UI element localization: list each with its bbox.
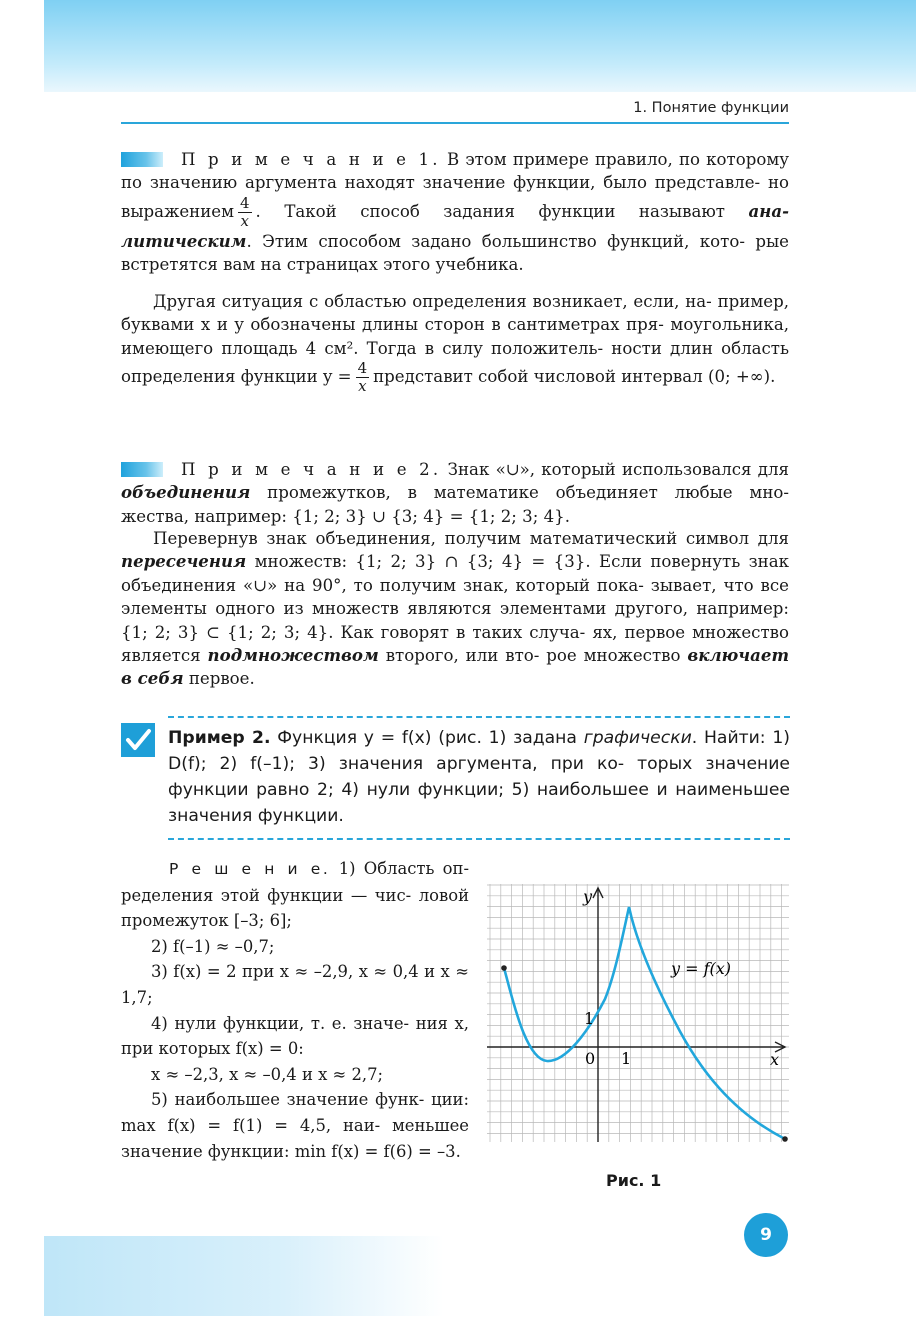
- note-1-label: П р и м е ч а н и е 1.: [181, 150, 441, 169]
- paragraph-domain: [121, 290, 789, 395]
- example-text: .: [691, 728, 698, 748]
- note-1: [121, 148, 789, 277]
- paragraph-text: для: [757, 529, 789, 548]
- example-text: Найти: 1) D(f); 2) f(–1); 3) значения аргумента, при ко-: [168, 728, 790, 774]
- note-2-text: Знак «∪», который использовался для: [447, 460, 789, 479]
- term-intersection: пересечения: [121, 551, 247, 572]
- paragraph-text: ях, первое множество является: [121, 622, 789, 666]
- note-1-text: рые встретятся вам на страницах этого учебника.: [121, 231, 789, 275]
- fraction: $\frac{4}{x}$: [357, 359, 368, 396]
- note-2-text: промежутков, в математике объединяет любые мно-: [267, 483, 789, 503]
- paragraph-text: ности длин область определения функции y =: [121, 338, 790, 387]
- solution-text: 5) наибольшее значение функ-: [151, 1090, 425, 1110]
- note-marker-icon: [121, 152, 163, 167]
- note-1-text: значению аргумента находят значение функции, было представле-: [149, 173, 761, 193]
- checkmark-icon: [121, 723, 155, 757]
- note-2: [121, 458, 789, 528]
- solution-text: 2) f(–1) ≈ –0,7;: [151, 936, 275, 956]
- paragraph-text: зывает, что все элементы одного из множеств являются элементами: [121, 575, 790, 619]
- curve-label: y = f(x): [671, 959, 732, 978]
- paragraph-text: представит собой: [373, 367, 529, 387]
- footer-band: [44, 1236, 444, 1316]
- note-2-label: П р и м е ч а н и е 2.: [181, 460, 442, 479]
- solution-text: ния x, при которых f(x) = 0:: [121, 1013, 469, 1059]
- note-1-text: . Такой способ задания функции называют: [255, 201, 725, 221]
- curve-start-point: [501, 965, 507, 971]
- solution-text: ции: max f(x) = f(1) = 4,5, наи-: [121, 1090, 470, 1135]
- paragraph-intersection: [121, 527, 789, 691]
- example-statement: [168, 725, 790, 829]
- solution: [121, 856, 469, 1164]
- paragraph-text: рое множество: [546, 646, 681, 666]
- term-graphically: графически: [583, 728, 692, 748]
- solution-text: x ≈ 0,4 и x ≈ 1,7;: [121, 962, 469, 1007]
- fraction: $\frac{4}{x}$: [240, 193, 250, 230]
- paragraph-text: Перевернув знак объединения, получим математический символ: [153, 529, 750, 548]
- example-text: Функция y = f(x) (рис. 1) задана: [277, 728, 577, 748]
- figure-caption: Рис. 1: [606, 1171, 662, 1190]
- paragraph-text: пример, буквами x и y обозначены длины сторон в сантиметрах пря-: [121, 292, 789, 335]
- x-axis-label: x: [770, 1050, 780, 1069]
- y-unit-label: 1: [584, 1009, 595, 1028]
- x-unit-label: 1: [621, 1049, 632, 1068]
- paragraph-text: множеств: {1; 2; 3} ∩ {3; 4} = {3}. Если повернуть: [254, 552, 741, 572]
- page-number: 9: [744, 1213, 788, 1257]
- solution-text: меньшее значение функции:: [121, 1115, 469, 1161]
- solution-text: ределения этой функции — чис-: [121, 885, 412, 905]
- example-title: Пример 2.: [168, 728, 271, 748]
- solution-label: Р е ш е н и е.: [169, 860, 331, 878]
- solution-text: 1) Область оп-: [338, 859, 469, 878]
- paragraph-text: знак объединения «∪» на 90°, то получим знак, который пока-: [121, 552, 789, 595]
- origin-label: 0: [585, 1049, 596, 1068]
- paragraph-text: второго, или вто-: [385, 646, 540, 666]
- example-text: торых значение функции равно 2; 4) нули функции;: [168, 754, 791, 800]
- function-graph: [487, 884, 789, 1142]
- note-1-text: . Этим способом задано большинство функций, кото-: [246, 231, 745, 251]
- header-band: [44, 0, 916, 92]
- example-divider-top: [168, 716, 790, 718]
- term-includes: включает в себя: [121, 645, 790, 689]
- paragraph-text: первое.: [188, 669, 255, 689]
- running-title: 1. Понятие функции: [633, 100, 789, 116]
- solution-text: 3) f(x) = 2 при x ≈ –2,9,: [151, 962, 354, 982]
- paragraph-text: моугольника, имеющего площадь 4 см². Тогда в силу положитель-: [121, 315, 789, 358]
- graph-grid: [487, 884, 789, 1142]
- term-subset: подмножеством: [207, 645, 379, 666]
- paragraph-text: числовой интервал (0; +∞).: [533, 367, 776, 387]
- function-curve: [504, 907, 785, 1139]
- note-2-text: жества, например: {1; 2; 3} ∪ {3; 4} = {1; 2; 3; 4}.: [121, 506, 570, 526]
- paragraph-text: другого, например: {1; 2; 3} ⊂ {1; 2; 3; 4}. Как говорят в таких случа-: [121, 599, 789, 642]
- note-1-text: но выражением: [121, 173, 790, 221]
- example-text: 5) наибольшее и наименьшее значения функции.: [168, 780, 790, 826]
- solution-text: 4) нули функции, т. е. значе-: [151, 1013, 410, 1033]
- y-axis-label: y: [583, 887, 593, 906]
- term-union: объединения: [121, 482, 251, 503]
- curve-end-point: [782, 1136, 788, 1142]
- paragraph-text: Другая ситуация с областью определения возникает, если, на-: [153, 292, 712, 311]
- term-analytic: литическим: [121, 230, 247, 251]
- header-rule: [121, 122, 789, 124]
- example-divider-bottom: [168, 838, 790, 840]
- solution-text: min f(x) = f(6) = –3.: [294, 1141, 461, 1161]
- solution-text: ловой промежуток [–3; 6];: [121, 885, 469, 931]
- note-1-text: В этом примере правило, по которому по: [121, 150, 789, 193]
- term-analytic: ана-: [748, 200, 789, 221]
- solution-text: x ≈ –2,3, x ≈ –0,4 и x ≈ 2,7;: [151, 1064, 384, 1084]
- note-marker-icon: [121, 462, 163, 477]
